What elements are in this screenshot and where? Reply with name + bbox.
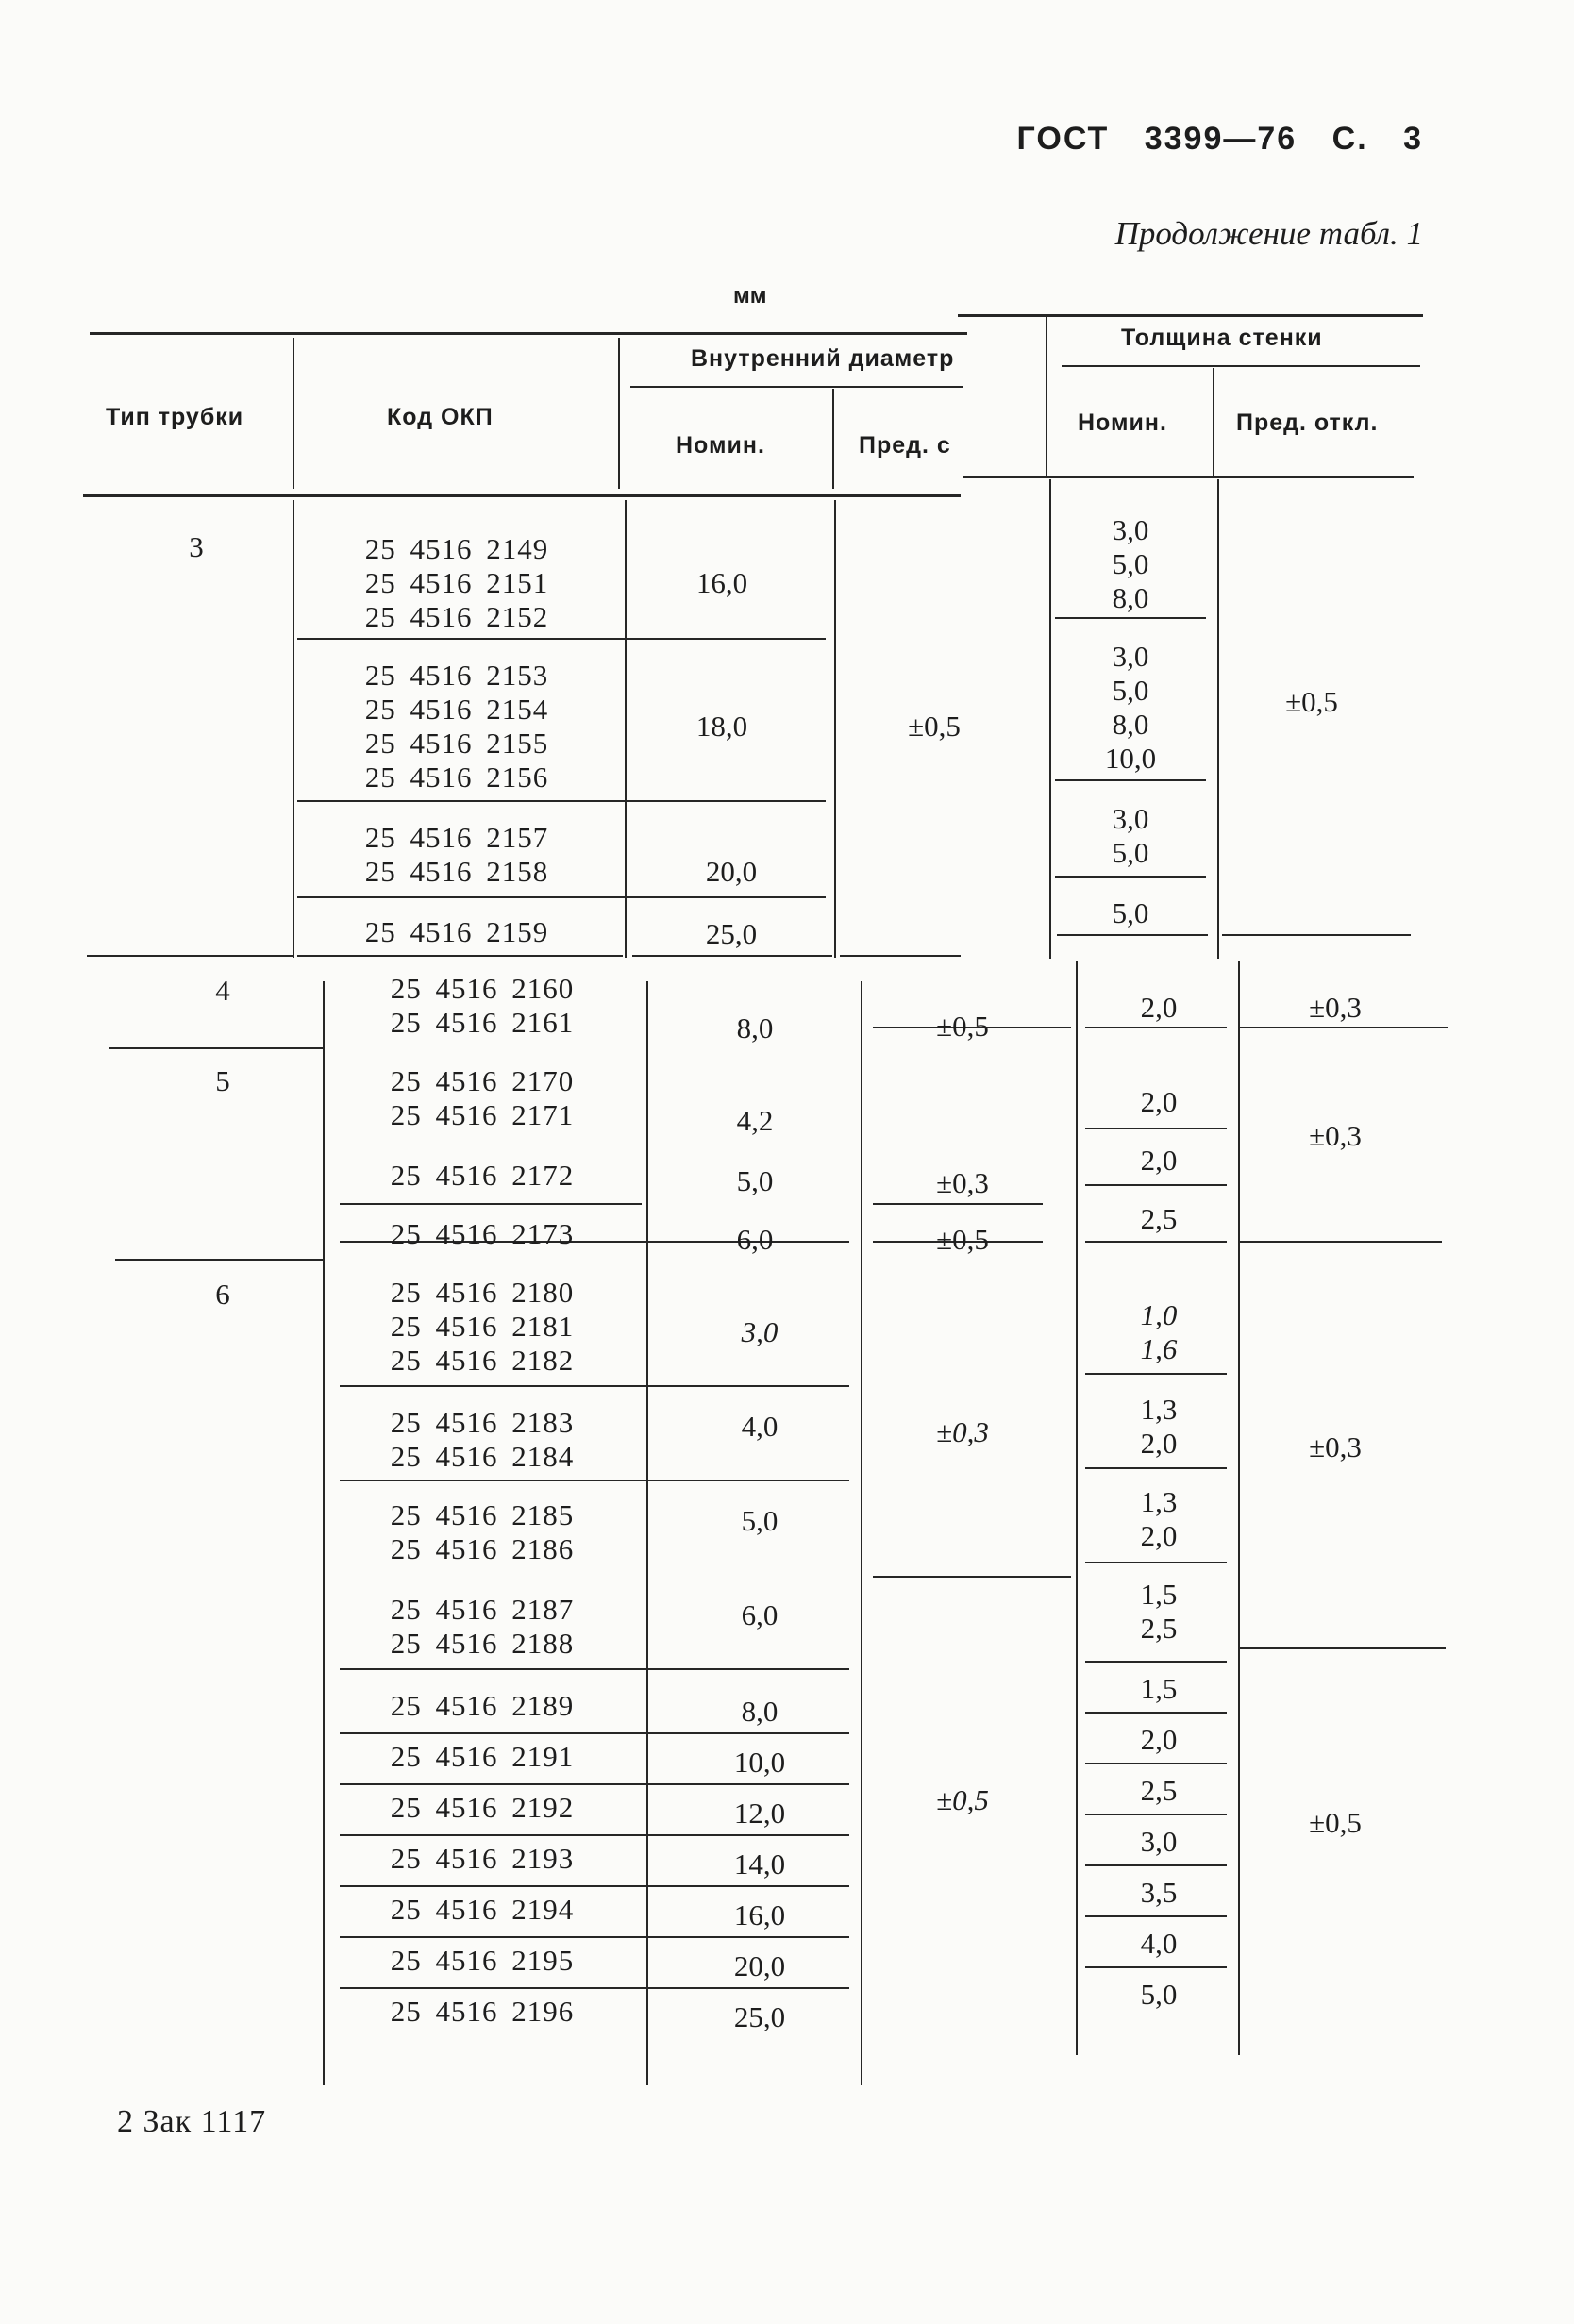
okp-code: 25 4516 2170 — [390, 1064, 575, 1097]
okp-code: 25 4516 2172 — [390, 1159, 575, 1192]
okp-code: 25 4516 2189 — [390, 1689, 575, 1722]
inner-diameter-deviation: ±0,5 — [936, 1783, 989, 1816]
okp-code: 25 4516 2182 — [390, 1344, 575, 1377]
inner-diameter-nominal: 20,0 — [733, 1949, 786, 1982]
header-inner-diameter-clip — [630, 342, 963, 379]
okp-code: 25 4516 2185 — [390, 1498, 575, 1531]
wall-thickness-deviation: ±0,5 — [1285, 685, 1338, 718]
okp-code: 25 4516 2173 — [390, 1217, 575, 1250]
inner-diameter-deviation: ±0,5 — [936, 1010, 989, 1043]
type-value: 3 — [189, 530, 204, 563]
okp-code: 25 4516 2154 — [364, 693, 549, 726]
wall-thickness-nominal: 5,0 — [1112, 547, 1149, 580]
header-inner-nominal: Номин. — [676, 432, 765, 459]
inner-diameter-nominal: 25,0 — [733, 2000, 786, 2033]
okp-code: 25 4516 2186 — [390, 1532, 575, 1565]
wall-thickness-nominal: 4,0 — [1140, 1927, 1178, 1960]
wall-thickness-nominal: 2,5 — [1140, 1202, 1178, 1235]
okp-code: 25 4516 2192 — [390, 1791, 575, 1824]
okp-code: 25 4516 2180 — [390, 1276, 575, 1309]
wall-thickness-nominal: 5,0 — [1140, 1978, 1178, 2011]
wall-thickness-nominal: 2,5 — [1140, 1774, 1178, 1807]
header-inner-deviation: Пред. с — [859, 432, 951, 459]
inner-diameter-nominal: 5,0 — [736, 1164, 774, 1197]
inner-diameter-nominal: 5,0 — [741, 1504, 779, 1537]
inner-diameter-deviation: ±0,3 — [936, 1166, 989, 1199]
footer-order-note: 2 Зак 1117 — [117, 2104, 267, 2139]
inner-diameter-nominal: 4,0 — [741, 1410, 779, 1443]
inner-diameter-nominal: 14,0 — [733, 1847, 786, 1881]
okp-code: 25 4516 2152 — [364, 600, 549, 633]
inner-diameter-nominal: 6,0 — [736, 1223, 774, 1256]
type-value: 5 — [215, 1064, 230, 1097]
wall-thickness-nominal: 1,3 — [1140, 1393, 1178, 1426]
header-wall-thickness: Толщина стенки — [1121, 325, 1323, 351]
inner-diameter-nominal: 8,0 — [741, 1695, 779, 1728]
inner-diameter-deviation: ±0,3 — [936, 1415, 989, 1448]
okp-code: 25 4516 2187 — [390, 1593, 575, 1626]
okp-code: 25 4516 2153 — [364, 659, 549, 692]
okp-code: 25 4516 2184 — [390, 1440, 575, 1473]
wall-thickness-nominal: 10,0 — [1104, 742, 1157, 775]
header-wall-deviation: Пред. откл. — [1236, 410, 1379, 436]
type-value: 4 — [215, 974, 230, 1007]
wall-thickness-nominal: 1,5 — [1140, 1672, 1178, 1705]
inner-diameter-nominal: 12,0 — [733, 1797, 786, 1830]
wall-thickness-nominal: 3,0 — [1112, 513, 1149, 546]
inner-diameter-nominal: 10,0 — [733, 1746, 786, 1779]
wall-thickness-nominal: 2,0 — [1140, 1427, 1178, 1460]
wall-thickness-nominal: 1,0 — [1140, 1298, 1178, 1331]
inner-diameter-nominal: 16,0 — [695, 566, 748, 599]
okp-code: 25 4516 2155 — [364, 727, 549, 760]
wall-thickness-nominal: 5,0 — [1112, 836, 1149, 869]
okp-code: 25 4516 2157 — [364, 821, 549, 854]
wall-thickness-deviation: ±0,3 — [1309, 991, 1362, 1024]
okp-code: 25 4516 2191 — [390, 1740, 575, 1773]
wall-thickness-deviation: ±0,3 — [1309, 1119, 1362, 1152]
wall-thickness-nominal: 3,0 — [1112, 640, 1149, 673]
okp-code: 25 4516 2195 — [390, 1944, 575, 1977]
okp-code: 25 4516 2193 — [390, 1842, 575, 1875]
wall-thickness-nominal: 1,3 — [1140, 1485, 1178, 1518]
okp-code: 25 4516 2159 — [364, 915, 549, 948]
okp-code: 25 4516 2158 — [364, 855, 549, 888]
inner-diameter-nominal: 8,0 — [736, 1012, 774, 1045]
okp-code: 25 4516 2194 — [390, 1893, 575, 1926]
unit-label: мм — [733, 283, 767, 309]
okp-code: 25 4516 2196 — [390, 1995, 575, 2028]
wall-thickness-nominal: 8,0 — [1112, 581, 1149, 614]
wall-thickness-nominal: 5,0 — [1112, 674, 1149, 707]
okp-code: 25 4516 2156 — [364, 761, 549, 794]
type-value: 6 — [215, 1278, 230, 1311]
wall-thickness-nominal: 2,0 — [1140, 1144, 1178, 1177]
inner-diameter-nominal: 16,0 — [733, 1898, 786, 1931]
okp-code: 25 4516 2151 — [364, 566, 549, 599]
wall-thickness-nominal: 8,0 — [1112, 708, 1149, 741]
okp-code: 25 4516 2188 — [390, 1627, 575, 1660]
wall-thickness-nominal: 2,0 — [1140, 1085, 1178, 1118]
wall-thickness-deviation: ±0,5 — [1309, 1806, 1362, 1839]
wall-thickness-nominal: 3,0 — [1140, 1825, 1178, 1858]
wall-thickness-nominal: 2,5 — [1140, 1612, 1178, 1645]
inner-diameter-deviation: ±0,5 — [936, 1223, 989, 1256]
inner-diameter-nominal: 4,2 — [736, 1104, 774, 1137]
header-wall-nominal: Номин. — [1078, 410, 1167, 436]
inner-diameter-deviation: ±0,5 — [908, 710, 961, 743]
inner-diameter-nominal: 18,0 — [695, 710, 748, 743]
okp-code: 25 4516 2171 — [390, 1098, 575, 1131]
wall-thickness-nominal: 1,6 — [1140, 1332, 1178, 1365]
wall-thickness-nominal: 1,5 — [1140, 1578, 1178, 1611]
wall-thickness-nominal: 5,0 — [1112, 896, 1149, 929]
wall-thickness-nominal: 2,0 — [1140, 991, 1178, 1024]
inner-diameter-nominal: 6,0 — [741, 1598, 779, 1631]
table-continuation-label: Продолжение табл. 1 — [1114, 215, 1423, 252]
header-inner-diameter: Внутренний диаметр — [691, 345, 955, 372]
okp-code: 25 4516 2161 — [390, 1006, 575, 1039]
wall-thickness-nominal: 3,0 — [1112, 802, 1149, 835]
okp-code: 25 4516 2183 — [390, 1406, 575, 1439]
inner-diameter-nominal: 20,0 — [705, 855, 758, 888]
inner-diameter-nominal: 3,0 — [741, 1315, 779, 1348]
okp-code: 25 4516 2160 — [390, 972, 575, 1005]
wall-thickness-deviation: ±0,3 — [1309, 1430, 1362, 1463]
wall-thickness-nominal: 2,0 — [1140, 1519, 1178, 1552]
wall-thickness-nominal: 2,0 — [1140, 1723, 1178, 1756]
header-code: Код ОКП — [387, 404, 494, 430]
okp-code: 25 4516 2181 — [390, 1310, 575, 1343]
header-type: Тип трубки — [106, 404, 244, 430]
okp-code: 25 4516 2149 — [364, 532, 549, 565]
document-header: ГОСТ 3399—76 С. 3 — [1016, 121, 1423, 157]
wall-thickness-nominal: 3,5 — [1140, 1876, 1178, 1909]
inner-diameter-nominal: 25,0 — [705, 917, 758, 950]
